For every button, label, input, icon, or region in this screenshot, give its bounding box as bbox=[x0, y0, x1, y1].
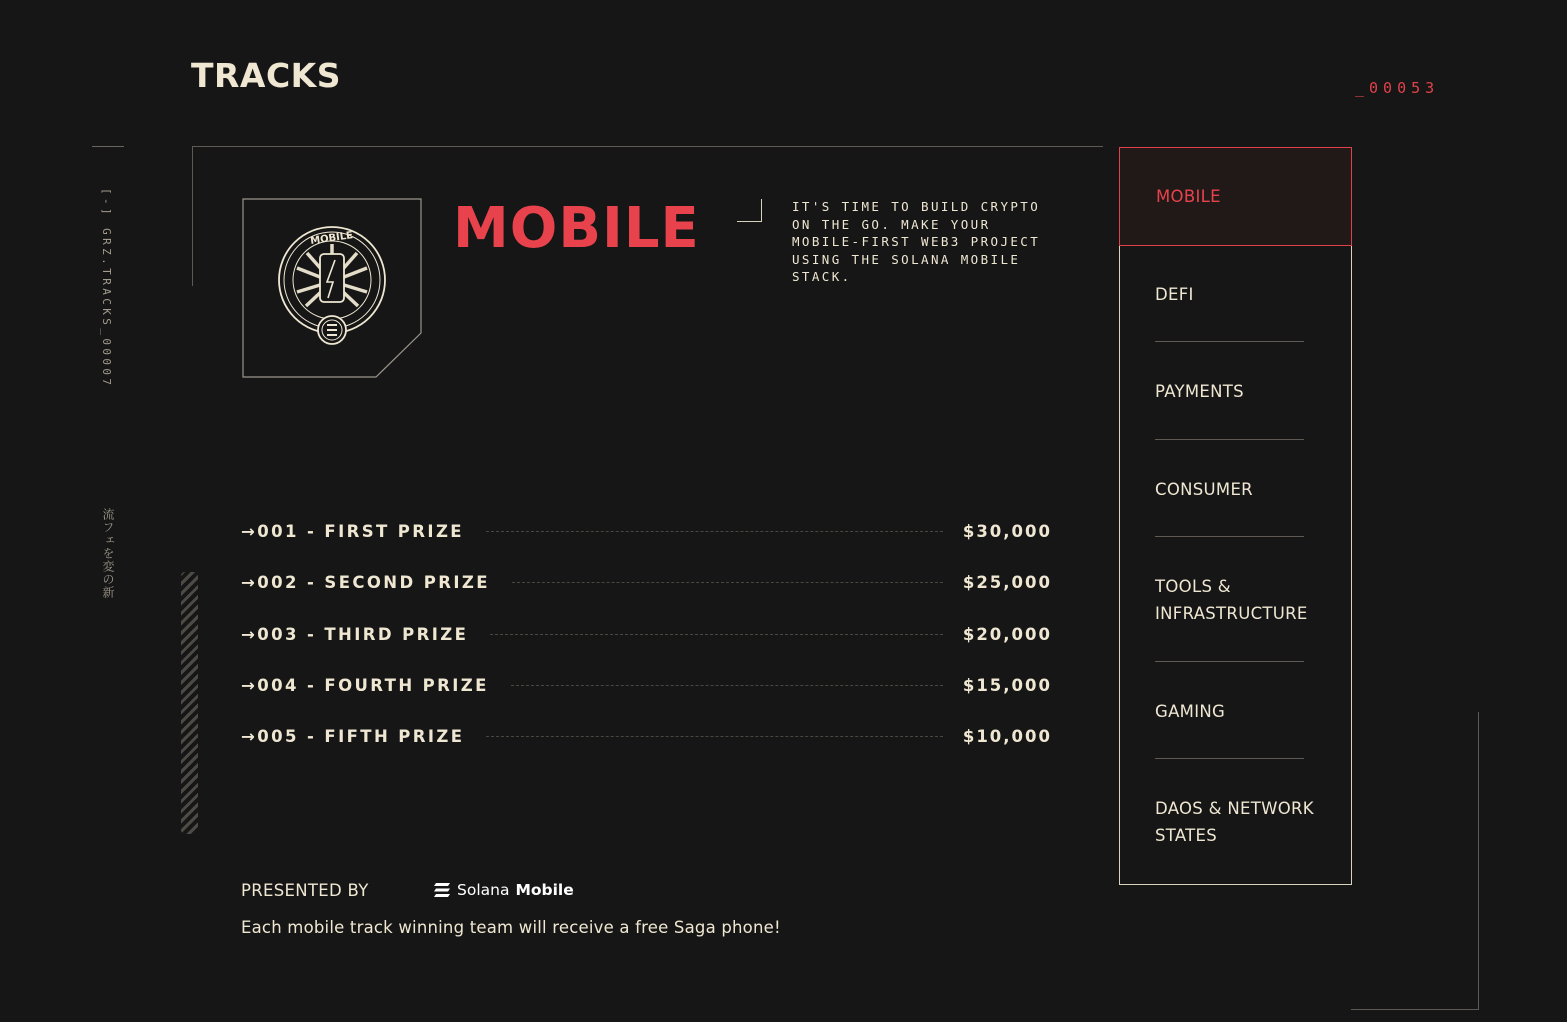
prize-label: →003 - THIRD PRIZE bbox=[241, 624, 469, 644]
dotted-leader bbox=[511, 685, 943, 686]
dotted-leader bbox=[486, 531, 943, 532]
sponsor-name-light: Solana bbox=[457, 881, 510, 899]
nav-divider bbox=[1155, 536, 1304, 537]
page-title: TRACKS bbox=[191, 56, 342, 95]
corner-decoration-horizontal bbox=[1351, 1009, 1479, 1010]
track-nav-item-defi[interactable]: DEFI bbox=[1155, 285, 1194, 304]
mobile-badge-icon bbox=[242, 198, 422, 378]
description-corner-bracket bbox=[737, 199, 762, 222]
track-nav-item-gaming[interactable]: GAMING bbox=[1155, 702, 1226, 721]
prize-amount: $30,000 bbox=[962, 522, 1052, 542]
section-code: _00053 bbox=[1355, 79, 1440, 97]
prize-amount: $25,000 bbox=[962, 573, 1052, 593]
nav-divider bbox=[1155, 341, 1304, 342]
track-nav-item-payments[interactable]: PAYMENTS bbox=[1155, 382, 1244, 401]
corner-decoration-vertical bbox=[1478, 712, 1479, 1009]
prize-label: →004 - FOURTH PRIZE bbox=[241, 675, 489, 695]
prize-label: →001 - FIRST PRIZE bbox=[241, 522, 464, 542]
frame-left-line bbox=[192, 146, 193, 286]
mobile-track-badge bbox=[242, 198, 422, 378]
dotted-leader bbox=[490, 634, 943, 635]
dotted-leader bbox=[512, 582, 943, 583]
side-section-code: [-] GRZ.TRACKS_00007 bbox=[100, 188, 113, 389]
prize-row bbox=[241, 506, 1052, 557]
prize-list bbox=[241, 506, 1052, 762]
track-heading: MOBILE bbox=[453, 196, 700, 261]
sponsor-name-bold: Mobile bbox=[515, 881, 574, 899]
left-divider bbox=[92, 146, 124, 147]
track-nav-item-daos-network-states[interactable]: DAOS & NETWORK STATES bbox=[1155, 799, 1314, 845]
sponsor-logo[interactable] bbox=[433, 881, 574, 899]
prize-label: →002 - SECOND PRIZE bbox=[241, 573, 490, 593]
track-nav-item-mobile[interactable]: MOBILE bbox=[1119, 147, 1352, 246]
prize-row bbox=[241, 557, 1052, 608]
badge-label: MOBILE bbox=[309, 230, 354, 247]
dotted-leader bbox=[486, 736, 942, 737]
side-japanese-text: 流フェを変の新 bbox=[101, 508, 115, 599]
prize-label: →005 - FIFTH PRIZE bbox=[241, 727, 465, 747]
track-nav bbox=[1119, 147, 1352, 885]
solana-icon bbox=[433, 882, 451, 898]
prize-row bbox=[241, 660, 1052, 711]
prize-amount: $15,000 bbox=[962, 675, 1052, 695]
track-nav-item-tools-infrastructure[interactable]: TOOLS & INFRASTRUCTURE bbox=[1155, 577, 1308, 623]
presented-by-label: PRESENTED BY bbox=[241, 881, 369, 900]
track-description: IT'S TIME TO BUILD CRYPTO ON THE GO. MAKE YOUR MOBILE-FIRST WEB3 PROJECT USING THE SOLANA MOBILE STACK. bbox=[792, 199, 1041, 285]
sponsor-note: Each mobile track winning team will receive a free Saga phone! bbox=[241, 918, 781, 937]
nav-divider bbox=[1155, 439, 1304, 440]
nav-divider bbox=[1155, 661, 1304, 662]
track-nav-item-consumer[interactable]: CONSUMER bbox=[1155, 480, 1253, 499]
prize-amount: $20,000 bbox=[962, 624, 1052, 644]
prize-amount: $10,000 bbox=[962, 727, 1052, 747]
hatch-decoration bbox=[181, 572, 198, 834]
frame-top-line bbox=[192, 146, 1103, 147]
prize-row bbox=[241, 711, 1052, 762]
nav-divider bbox=[1155, 758, 1304, 759]
prize-row bbox=[241, 609, 1052, 660]
